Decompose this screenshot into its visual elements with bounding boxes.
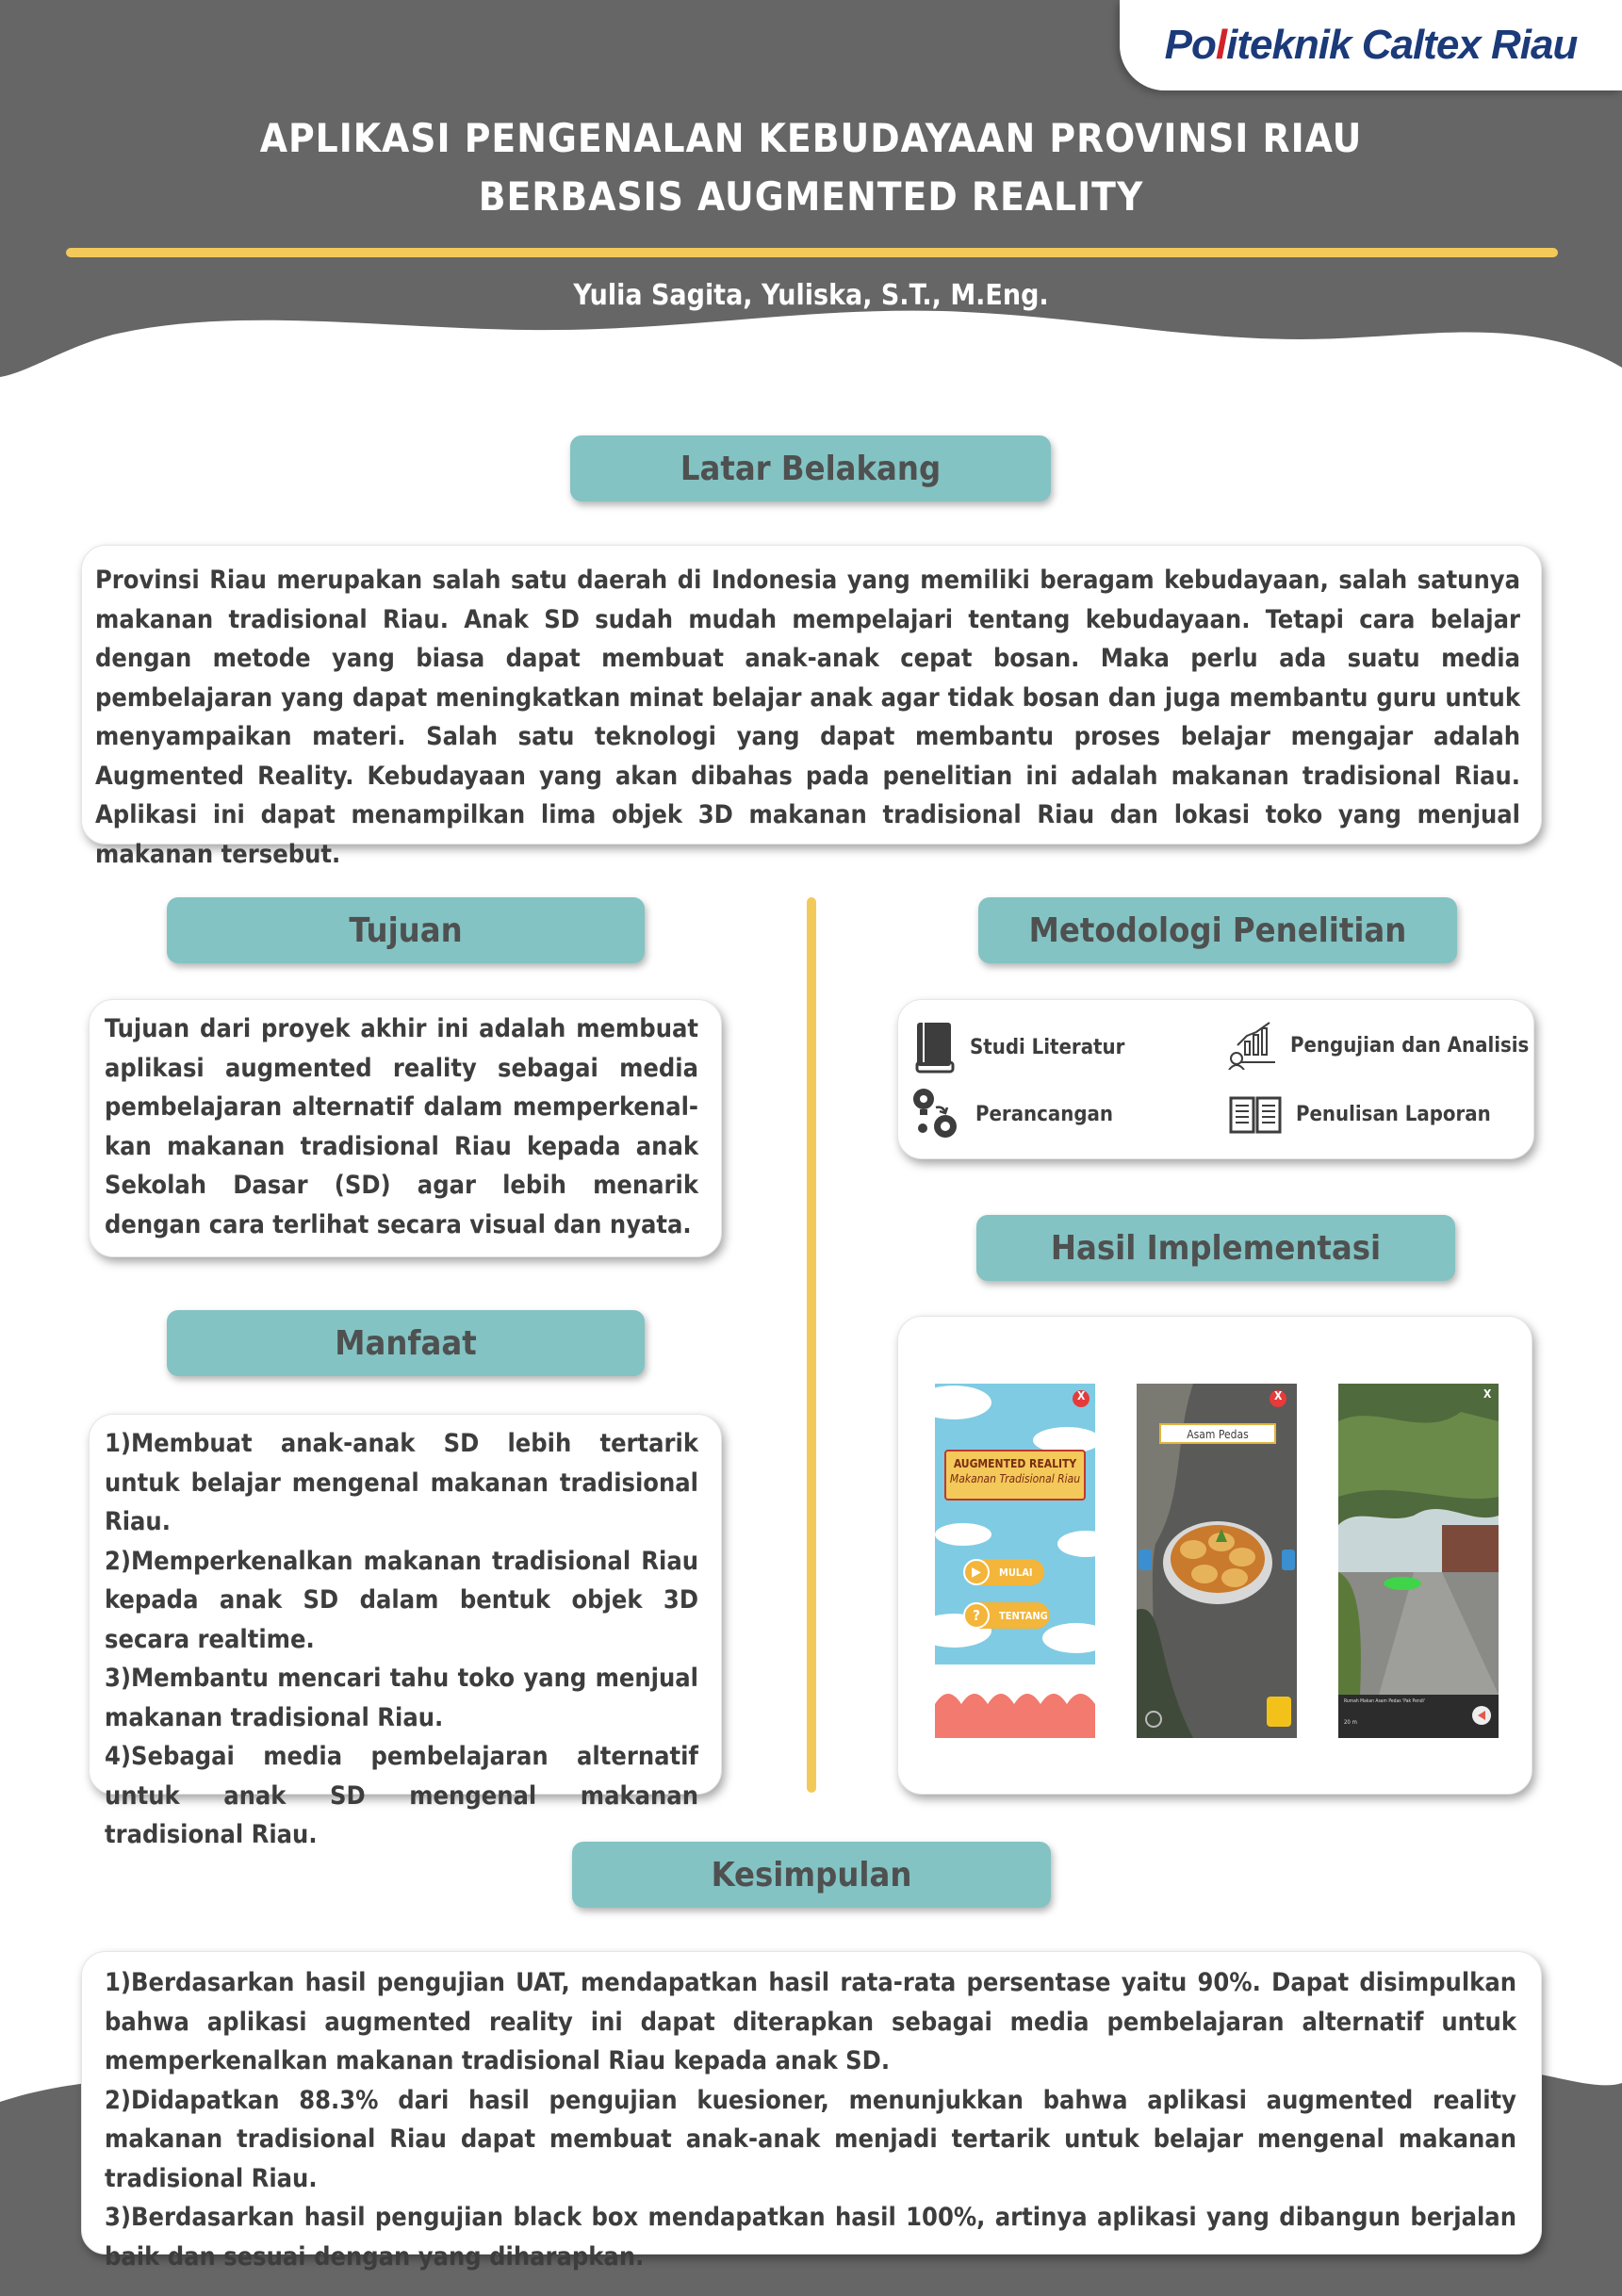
- authors: Yulia Sagita, Yuliska, S.T., M.Eng.: [573, 279, 1049, 312]
- manfaat-item: 4)Sebagai media pembelajaran alternatif untuk anak SD mengenal makanan tradisional Riau.: [105, 1742, 698, 1849]
- section-title-latar-belakang: Latar Belakang: [570, 435, 1051, 501]
- method-penulisan-laporan: [1228, 1092, 1491, 1136]
- kesimpulan-item: 1)Berdasarkan hasil pengujian UAT, mendapatkan hasil rata-rata persentase yaitu 90%. Dapat disimpulkan bahwa aplikasi augmented reality ini dapat diterapkan sebagai media pembelajaran alternatif untuk memperkenalkan makanan tradisional Riau kepada anak SD.: [105, 1968, 1516, 2075]
- kesimpulan-box: [81, 1951, 1542, 2271]
- menu-mulai-label: MULAI: [999, 1566, 1033, 1579]
- institution-logo: [1120, 0, 1622, 90]
- chart-analysis-icon: [1228, 1021, 1277, 1070]
- open-book-icon: [1228, 1092, 1283, 1136]
- kesimpulan-item: 2)Didapatkan 88.3% dari hasil pengujian kuesioner, menunjukkan bahwa aplikasi augmented reality makanan tradisional Riau dapat membuat anak-anak menjadi tertarik untuk belajar mengenal makanan tradisional Riau.: [105, 2085, 1516, 2193]
- screenshot-menu: [935, 1384, 1095, 1738]
- logo-text-red: l: [1215, 22, 1227, 68]
- poster-title-line1: APLIKASI PENGENALAN KEBUDAYAAN PROVINSI RIAU: [259, 115, 1363, 161]
- method-label: Pengujian dan Analisis: [1290, 1033, 1530, 1058]
- method-label: Penulisan Laporan: [1296, 1102, 1491, 1126]
- play-icon: ▶: [963, 1559, 990, 1585]
- manfaat-item: 3)Membantu mencari tahu toko yang menjual makanan tradisional Riau.: [105, 1664, 698, 1732]
- screenshot-ar-object: [1137, 1384, 1297, 1738]
- menu-close-button[interactable]: X: [1077, 1389, 1086, 1402]
- ar-close-button[interactable]: X: [1274, 1389, 1283, 1402]
- section-title-metodologi: Metodologi Penelitian: [978, 897, 1457, 963]
- menu-app-title-banner: [944, 1450, 1086, 1501]
- ar-object-label: Asam Pedas: [1159, 1423, 1276, 1444]
- method-studi-literatur: [913, 1021, 1124, 1074]
- title-underline: [66, 248, 1558, 257]
- tujuan-text: Tujuan dari proyek akhir ini adalah membuat aplikasi augmented reality sebagai media pembelajaran alternatif dalam memperkenal-kan makanan tradisional Riau kepada anak Sekolah Dasar (SD) agar lebih menarik dengan cara terlihat secara visual dan nyata.: [105, 1014, 698, 1239]
- manfaat-box: [89, 1414, 722, 1849]
- screenshot-location: [1338, 1384, 1499, 1738]
- latar-belakang-text: Provinsi Riau merupakan salah satu daerah di Indonesia yang memiliki beragam kebudayaan, salah satunya makanan tradisional Riau. Anak SD sudah mudah mempelajari tentang kebudayaan. Tetapi cara belajar dengan metode yang biasa dapat membuat anak-anak cepat bosan. Maka perlu ada suatu media pembelajaran yang dapat meningkatkan minat belajar anak agar tidak bosan dan juga membantu guru untuk menyampaikan materi. Salah satu teknologi yang dapat membantu proses belajar mengajar adalah Augmented Reality. Kebudayaan yang akan dibahas pada penelitian ini adalah makanan tradisional Riau. Aplikasi ini dapat menampilkan lima objek 3D makanan tradisional Riau dan lokasi toko yang menjual makanan tersebut.: [95, 566, 1520, 869]
- poster-title-line2: BERBASIS AUGMENTED REALITY: [478, 173, 1144, 220]
- section-title-manfaat: Manfaat: [167, 1310, 645, 1376]
- idea-gear-icon: [911, 1087, 962, 1141]
- manfaat-item: 1)Membuat anak-anak SD lebih tertarik untuk belajar mengenal makanan tradisional Riau.: [105, 1429, 698, 1536]
- metodologi-box: [897, 999, 1534, 1159]
- method-label: Studi Literatur: [970, 1035, 1125, 1059]
- logo-text-part1: Po: [1164, 22, 1216, 68]
- menu-app-title-line2: Makanan Tradisional Riau: [949, 1472, 1081, 1485]
- question-icon: ?: [963, 1602, 990, 1629]
- location-close-button[interactable]: X: [1483, 1387, 1492, 1401]
- method-pengujian-analisis: [1228, 1021, 1529, 1070]
- menu-app-title-line1: AUGMENTED REALITY: [953, 1457, 1077, 1470]
- manfaat-item: 2)Memperkenalkan makanan tradisional Riau kepada anak SD dalam bentuk objek 3D secara realtime.: [105, 1546, 698, 1654]
- section-title-hasil: Hasil Implementasi: [976, 1215, 1455, 1281]
- method-perancangan: [911, 1087, 1113, 1141]
- location-caption: Rumah Makan Asam Pedas 'Pak Pendi': [1344, 1698, 1426, 1704]
- section-title-kesimpulan: Kesimpulan: [572, 1842, 1051, 1908]
- section-title-tujuan: Tujuan: [167, 897, 645, 963]
- book-icon: [913, 1021, 957, 1074]
- location-camera-view: [1338, 1384, 1499, 1738]
- column-divider: [807, 897, 816, 1793]
- location-distance: 20 m: [1344, 1719, 1357, 1726]
- tujuan-box: [89, 999, 722, 1257]
- method-label: Perancangan: [975, 1102, 1113, 1126]
- logo-text-part2: iteknik Caltex Riau: [1226, 22, 1578, 68]
- latar-belakang-box: [81, 545, 1542, 869]
- kesimpulan-item: 3)Berdasarkan hasil pengujian black box mendapatkan hasil 100%, artinya aplikasi yang dibangun berjalan baik dan sesuai dengan yang diharapkan.: [105, 2203, 1516, 2271]
- menu-tentang-label: TENTANG: [999, 1609, 1048, 1622]
